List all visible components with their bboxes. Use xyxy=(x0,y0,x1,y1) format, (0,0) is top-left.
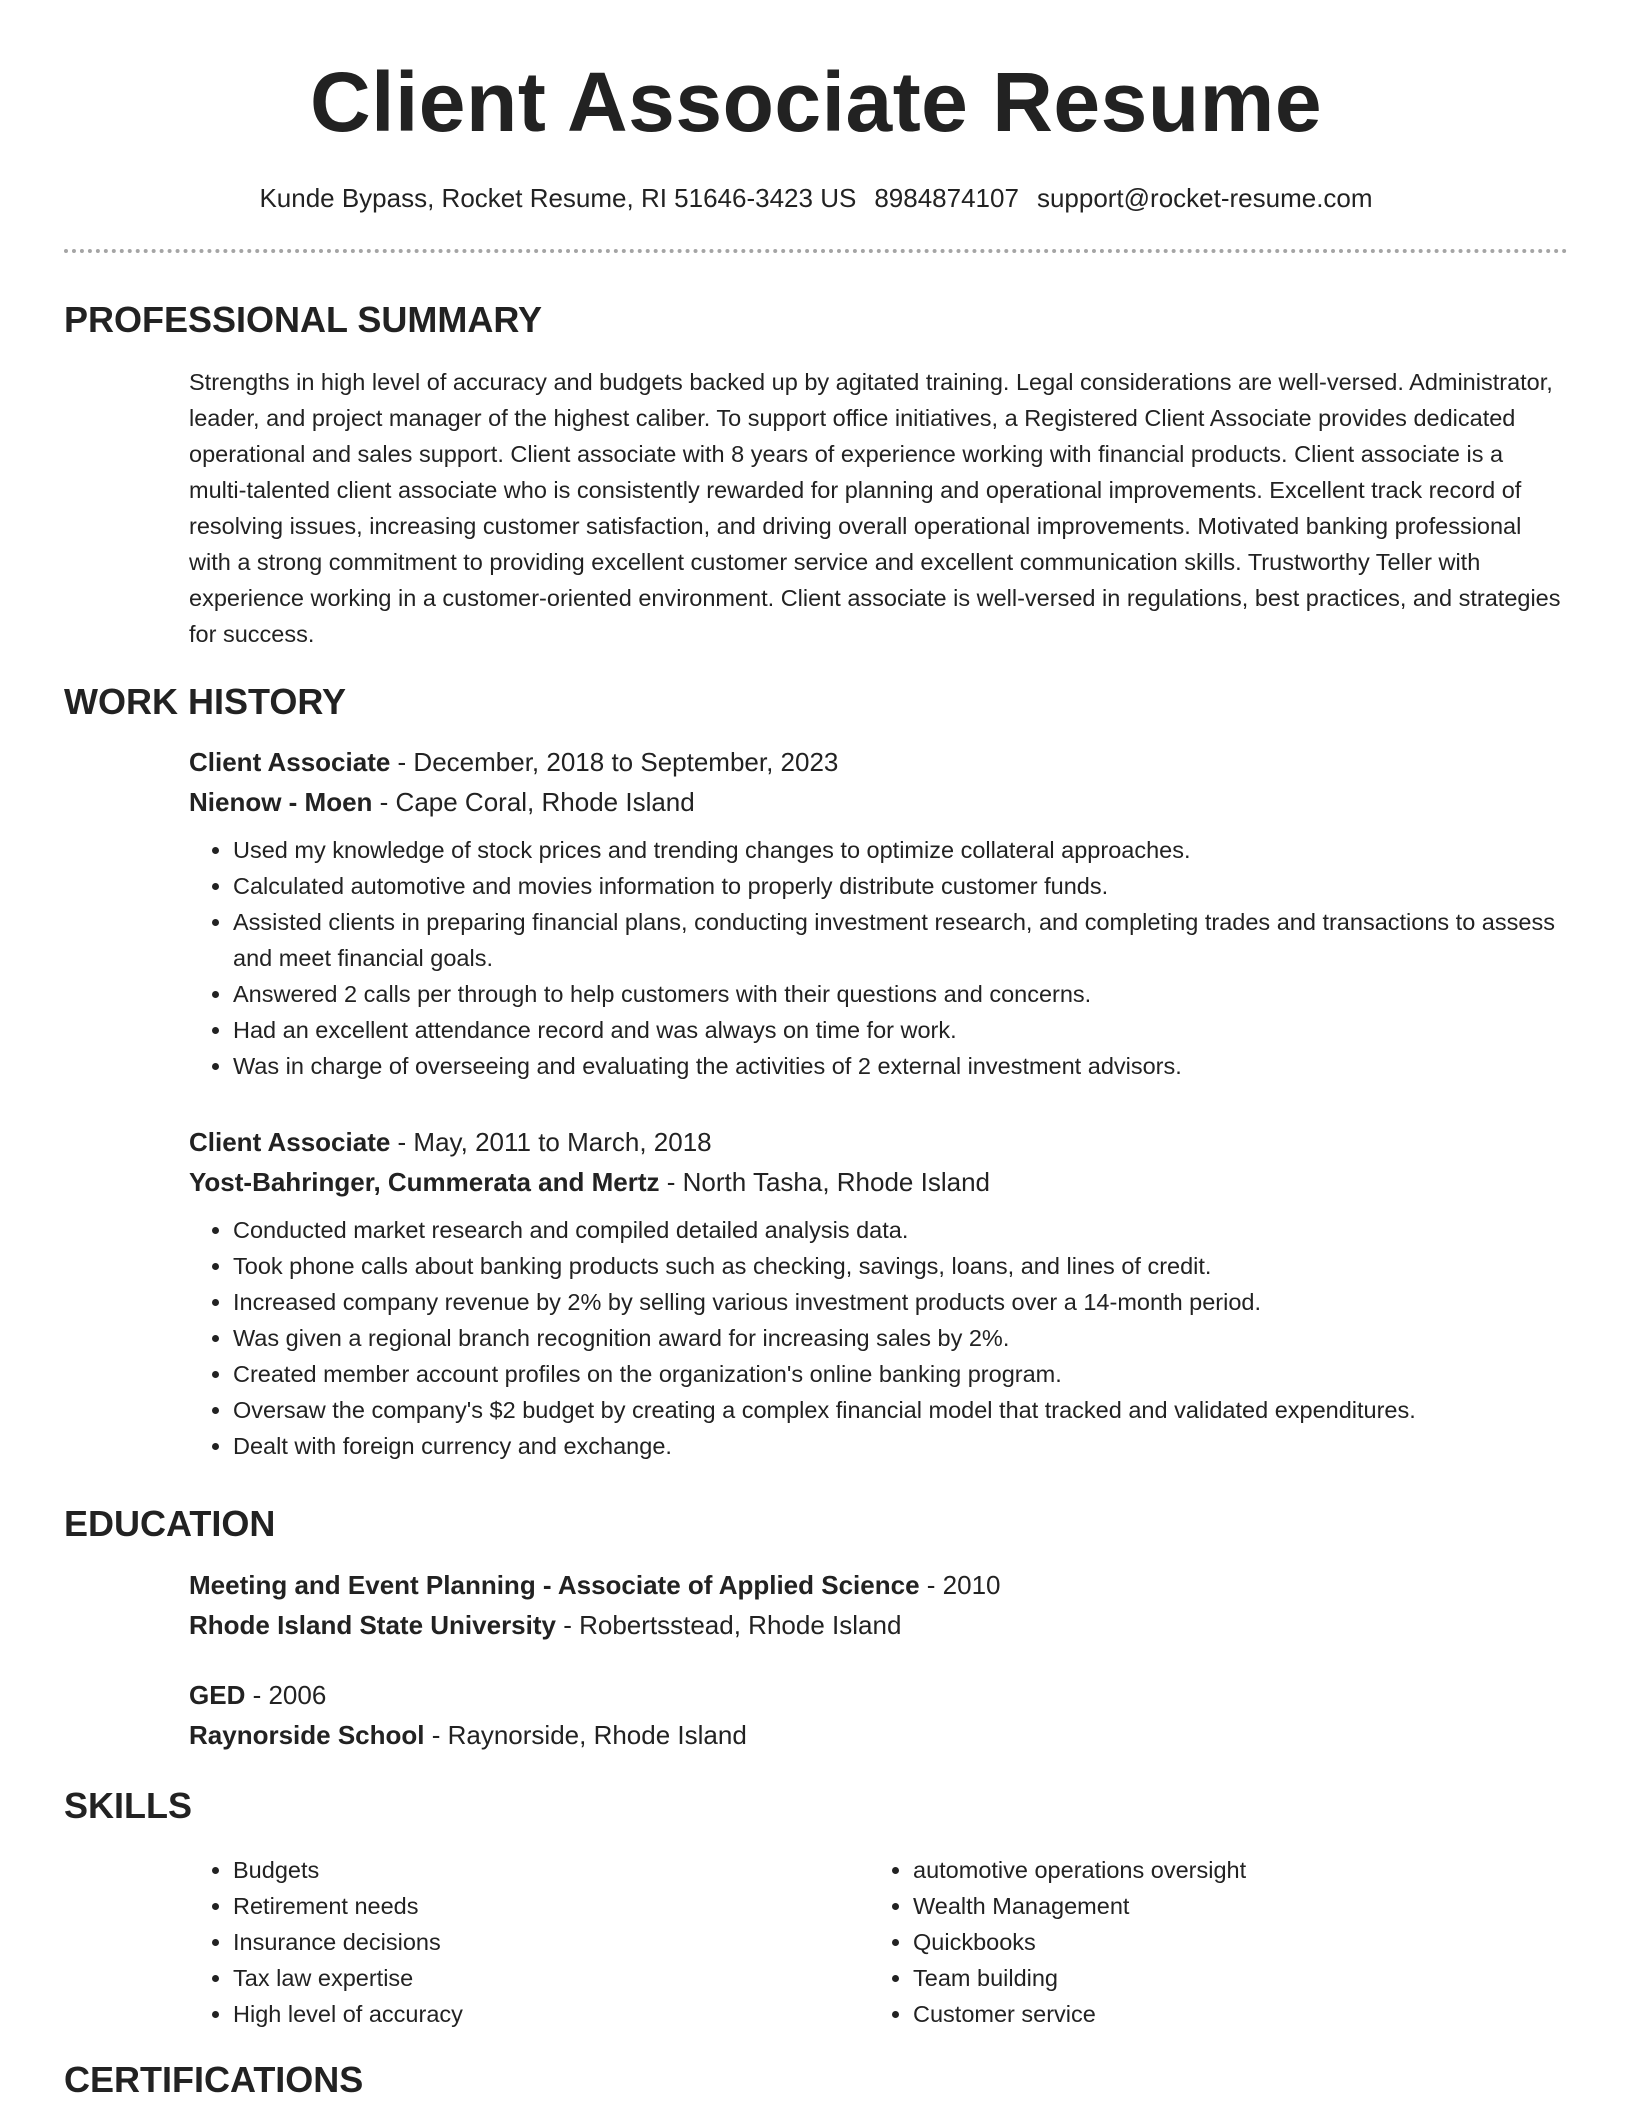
job-entry xyxy=(189,742,1569,1084)
job-bullet: • Was given a regional branch recognition award for increasing sales by 2%. xyxy=(233,1320,1569,1356)
job-dates: - December, 2018 to September, 2023 xyxy=(390,747,839,777)
job-company: Nienow - Moen xyxy=(189,787,373,817)
education-year: - 2006 xyxy=(245,1680,327,1710)
skills-column-right xyxy=(869,1852,1509,2032)
job-bullet: • Created member account profiles on the organization's online banking program. xyxy=(233,1356,1569,1392)
job-dates: - May, 2011 to March, 2018 xyxy=(390,1127,712,1157)
job-bullets xyxy=(189,1212,1569,1464)
contact-email: support@rocket-resume.com xyxy=(1036,183,1373,213)
skill-item: • Budgets xyxy=(233,1852,829,1888)
education-school: Raynorside School xyxy=(189,1720,425,1750)
education-year: - 2010 xyxy=(919,1570,1001,1600)
skill-item: • Tax law expertise xyxy=(233,1960,829,1996)
job-bullet: • Had an excellent attendance record and was always on time for work. xyxy=(233,1012,1569,1048)
skill-item: • Quickbooks xyxy=(913,1924,1509,1960)
job-bullets xyxy=(189,832,1569,1084)
job-title: Client Associate xyxy=(189,747,391,777)
education-school-line xyxy=(189,1715,1569,1755)
job-bullet: • Oversaw the company's $2 budget by creating a complex financial model that tracked and validated expenditures. xyxy=(233,1392,1569,1428)
education-location: - Raynorside, Rhode Island xyxy=(424,1720,747,1750)
skill-item: • High level of accuracy xyxy=(233,1996,829,2032)
skill-item: • Customer service xyxy=(913,1996,1509,2032)
job-company-line xyxy=(189,1162,1569,1202)
skills-list xyxy=(869,1852,1509,2032)
education-location: - Robertsstead, Rhode Island xyxy=(555,1610,902,1640)
job-location: - Cape Coral, Rhode Island xyxy=(372,787,695,817)
job-company-line xyxy=(189,782,1569,822)
summary-text: Strengths in high level of accuracy and budgets backed up by agitated training. Legal considerations are well-versed. Administrator, leader, and project manager of the highest caliber. To support office initiatives, a Registered Client Associate provides dedicated operational and sales support. Client associate with 8 years of experience working with financial products. Client associate is a multi-talented client associate who is consistently rewarded for planning and operational improvements. Excellent track record of resolving issues, increasing customer satisfaction, and driving overall operational improvements. Motivated banking professional with a strong commitment to providing excellent customer service and excellent communication skills. Trustworthy Teller with experience working in a customer-oriented environment. Client associate is well-versed in regulations, best practices, and strategies for success. xyxy=(189,369,1561,647)
job-bullet: • Dealt with foreign currency and exchange. xyxy=(233,1428,1569,1464)
job-bullet: • Was in charge of overseeing and evaluating the activities of 2 external investment advisors. xyxy=(233,1048,1569,1084)
job-bullet: • Assisted clients in preparing financial plans, conducting investment research, and completing trades and transactions to assess and meet financial goals. xyxy=(233,904,1569,976)
job-bullet: • Used my knowledge of stock prices and trending changes to optimize collateral approaches. xyxy=(233,832,1569,868)
job-bullet: • Increased company revenue by 2% by selling various investment products over a 14-month period. xyxy=(233,1284,1569,1320)
skills-list xyxy=(189,1852,829,2032)
skill-item: • Insurance decisions xyxy=(233,1924,829,1960)
job-bullet: • Took phone calls about banking products such as checking, savings, loans, and lines of credit. xyxy=(233,1248,1569,1284)
job-bullet: • Conducted market research and compiled detailed analysis data. xyxy=(233,1212,1569,1248)
education-heading: EDUCATION xyxy=(64,1503,276,1544)
header-divider xyxy=(64,249,1568,253)
job-bullet: • Answered 2 calls per through to help customers with their questions and concerns. xyxy=(233,976,1569,1012)
skill-item: • Team building xyxy=(913,1960,1509,1996)
job-title-line xyxy=(189,742,1569,782)
job-bullet: • Calculated automotive and movies information to properly distribute customer funds. xyxy=(233,868,1569,904)
education-entry xyxy=(189,1675,1569,1755)
education-school: Rhode Island State University xyxy=(189,1610,556,1640)
skill-item: • Retirement needs xyxy=(233,1888,829,1924)
skills-column-left xyxy=(189,1852,829,2032)
skill-item: • automotive operations oversight xyxy=(913,1852,1509,1888)
education-degree: GED xyxy=(189,1680,246,1710)
job-location: - North Tasha, Rhode Island xyxy=(659,1167,990,1197)
education-school-line xyxy=(189,1605,1569,1645)
skills-heading: SKILLS xyxy=(64,1785,193,1826)
job-entry xyxy=(189,1122,1569,1464)
education-degree-line xyxy=(189,1565,1569,1605)
contact-address: Kunde Bypass, Rocket Resume, RI 51646-3423 US xyxy=(259,183,857,213)
resume-title: Client Associate Resume xyxy=(309,55,1323,149)
education-degree: Meeting and Event Planning - Associate of Applied Science xyxy=(189,1570,920,1600)
education-degree-line xyxy=(189,1675,1569,1715)
contact-line xyxy=(0,180,1632,216)
skill-item: • Wealth Management xyxy=(913,1888,1509,1924)
summary-heading: PROFESSIONAL SUMMARY xyxy=(64,299,543,340)
work-history-heading: WORK HISTORY xyxy=(64,681,347,722)
job-title: Client Associate xyxy=(189,1127,391,1157)
job-company: Yost-Bahringer, Cummerata and Mertz xyxy=(189,1167,660,1197)
education-entry xyxy=(189,1565,1569,1645)
certifications-heading: CERTIFICATIONS xyxy=(64,2059,364,2100)
contact-phone: 8984874107 xyxy=(874,183,1019,213)
job-title-line xyxy=(189,1122,1569,1162)
